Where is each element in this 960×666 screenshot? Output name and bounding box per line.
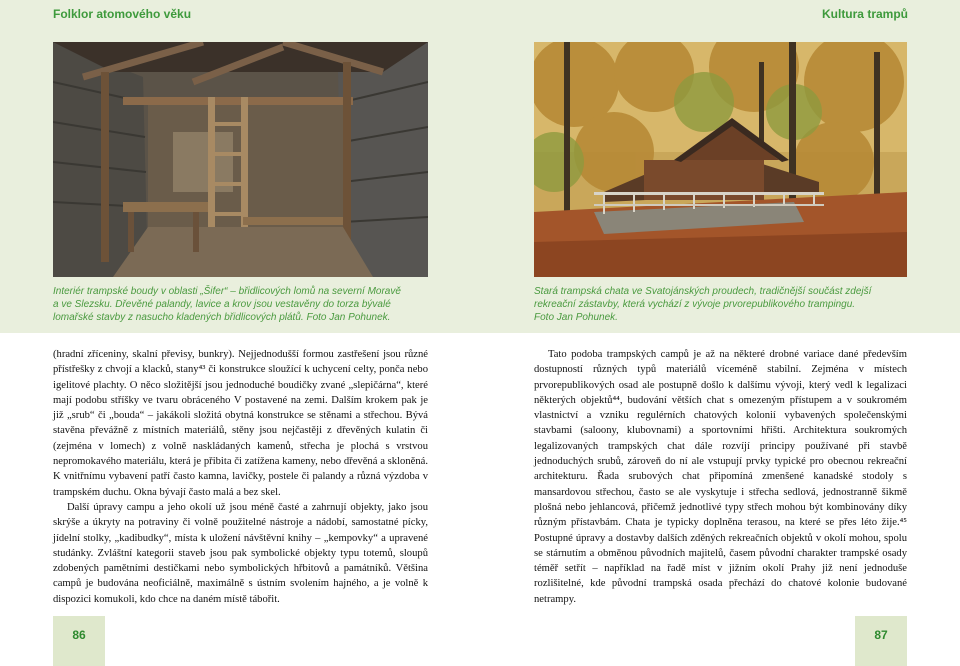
caption-left-line: Interiér trampské boudy v oblasti „Šifer“ – břidlicových lomů na severní Moravě <box>53 286 401 297</box>
body-paragraph: Další úpravy campu a jeho okolí už jsou méně časté a zahrnují objekty, jako jsou skrýše a úkryty na potraviny či volně použitelné nástroje a nádobí, samostatné pícky, jídelní stolky, „kadibudky“, místa k uložení návštěvní knihy – „kempovky“ a upravené studánky. Zvláštní kategorii staveb jsou pak symbolické objekty typu totemů, sloupů zdobených pamětními destičkami nebo symbolických hřbitovů a památníků. Většina campů je budována neoficiálně, maximálně s ústním svolením hajného, a je volně k dispozici komukoli, kdo chce na daném místě tábořit. <box>53 501 428 605</box>
running-header-left: Folklor atomového věku <box>53 7 192 21</box>
running-header-right: Kultura trampů <box>821 7 908 21</box>
page-number-left: 86 <box>72 628 86 642</box>
page-number-box-right <box>855 616 907 666</box>
photo-tramp-cabin <box>534 42 907 277</box>
body-column-left <box>53 347 428 607</box>
body-paragraph: (hradní zříceniny, skalní převisy, bunkry). Nejjednodušší formou zastřešení jsou různé přístřešky z chvojí a klacků, stany⁴³ či konstrukce sloužící k uchycení celty, ponča nebo igelitové plachty. O něco složitější jsou jednoduché boudičky zvané „slepičárna“, které mají podobu stříšky ve tvaru obráceného V postavené na zemi. Dalším krokem pak je již „srub“ či „bouda“ – jakákoli složitá obytná konstrukce se stěnami a střechou. Bývá stavěna převážně z místních materiálů, stěny jsou nejčastěji z dřevěných kulatin či (zejména v lomech) z volně naskládaných kamenů, střecha je plochá s vrstvou nepromokavého materiálu, která je přibita či zatížena kameny, nebo dřevěná a skloněná. K vnitřnímu vybavení patří často kamna, lavičky, postele či palandy a různá výzdoba v trampském duchu. Okna bývají často malá a bez skel. <box>53 349 428 498</box>
hut-interior-image <box>53 42 428 277</box>
caption-left <box>53 285 433 324</box>
body-column-right <box>534 347 907 607</box>
caption-right-line: rekreační zástavby, která vychází z vývoje prvorepublikového trampingu. <box>534 299 856 310</box>
tramp-cabin-image <box>534 42 907 277</box>
caption-left-line: a ve Slezsku. Dřevěné palandy, lavice a krov jsou vestavěny do torza bývalé <box>53 299 391 310</box>
caption-right-line: Foto Jan Pohunek. <box>534 312 618 323</box>
caption-left-line: lomařské stavby z nasucho kladených břidlicových plátů. Foto Jan Pohunek. <box>53 312 391 323</box>
photo-hut-interior <box>53 42 428 277</box>
body-paragraph: Tato podoba trampských campů je až na některé drobné variace dané především dostupností různých typů materiálů víceméně stabilní. Zejména v místech prvorepublikových osad ale postupně došlo k dalšímu vývoji, který vedl k legalizaci některých objektů⁴⁴, budování větších chat s omezeným přístupem a v soukromém vlastnictví a vzniku regulérních chatových kolonií vybavených společenskými stavbami (saloony, klubovnami) a sportovními hřišti. Architektura soukromých legalizovaných trampských chat dále rozvíjí principy používané při stavbě jednoduchých srubů, zároveň do ní ale vstupují prvky typické pro obecnou rekreační architekturu. Řada srubových chat připomíná zmenšené kanadské stodoly s mansardovou střechou, často se ale vyskytuje i střecha sedlová, jednostranně šikmě plošná nebo jehlancová, přičemž jednotlivé typy střech mohou být kombinovány díky různým přístavbám. Chata je typicky doplněna terasou, na které se přes léto žije.⁴⁵ Postupné úpravy a dostavby dalších zděných rekreačních objektů v okolí mohou, spolu se stárnutím a obměnou původních majitelů, časem původní charakter trampské osady téměř setřít – například na řadě míst v jižním okolí Prahy již není jednoduše rozlišitelné, kde původní trampská osada přechází do chatové kolonie budované netrampy. <box>534 349 907 605</box>
caption-right-line: Stará trampská chata ve Svatojánských proudech, tradičnější součást zdejší <box>534 286 872 297</box>
caption-right <box>534 285 914 324</box>
page-number-right: 87 <box>874 628 888 642</box>
page-number-box-left <box>53 616 105 666</box>
